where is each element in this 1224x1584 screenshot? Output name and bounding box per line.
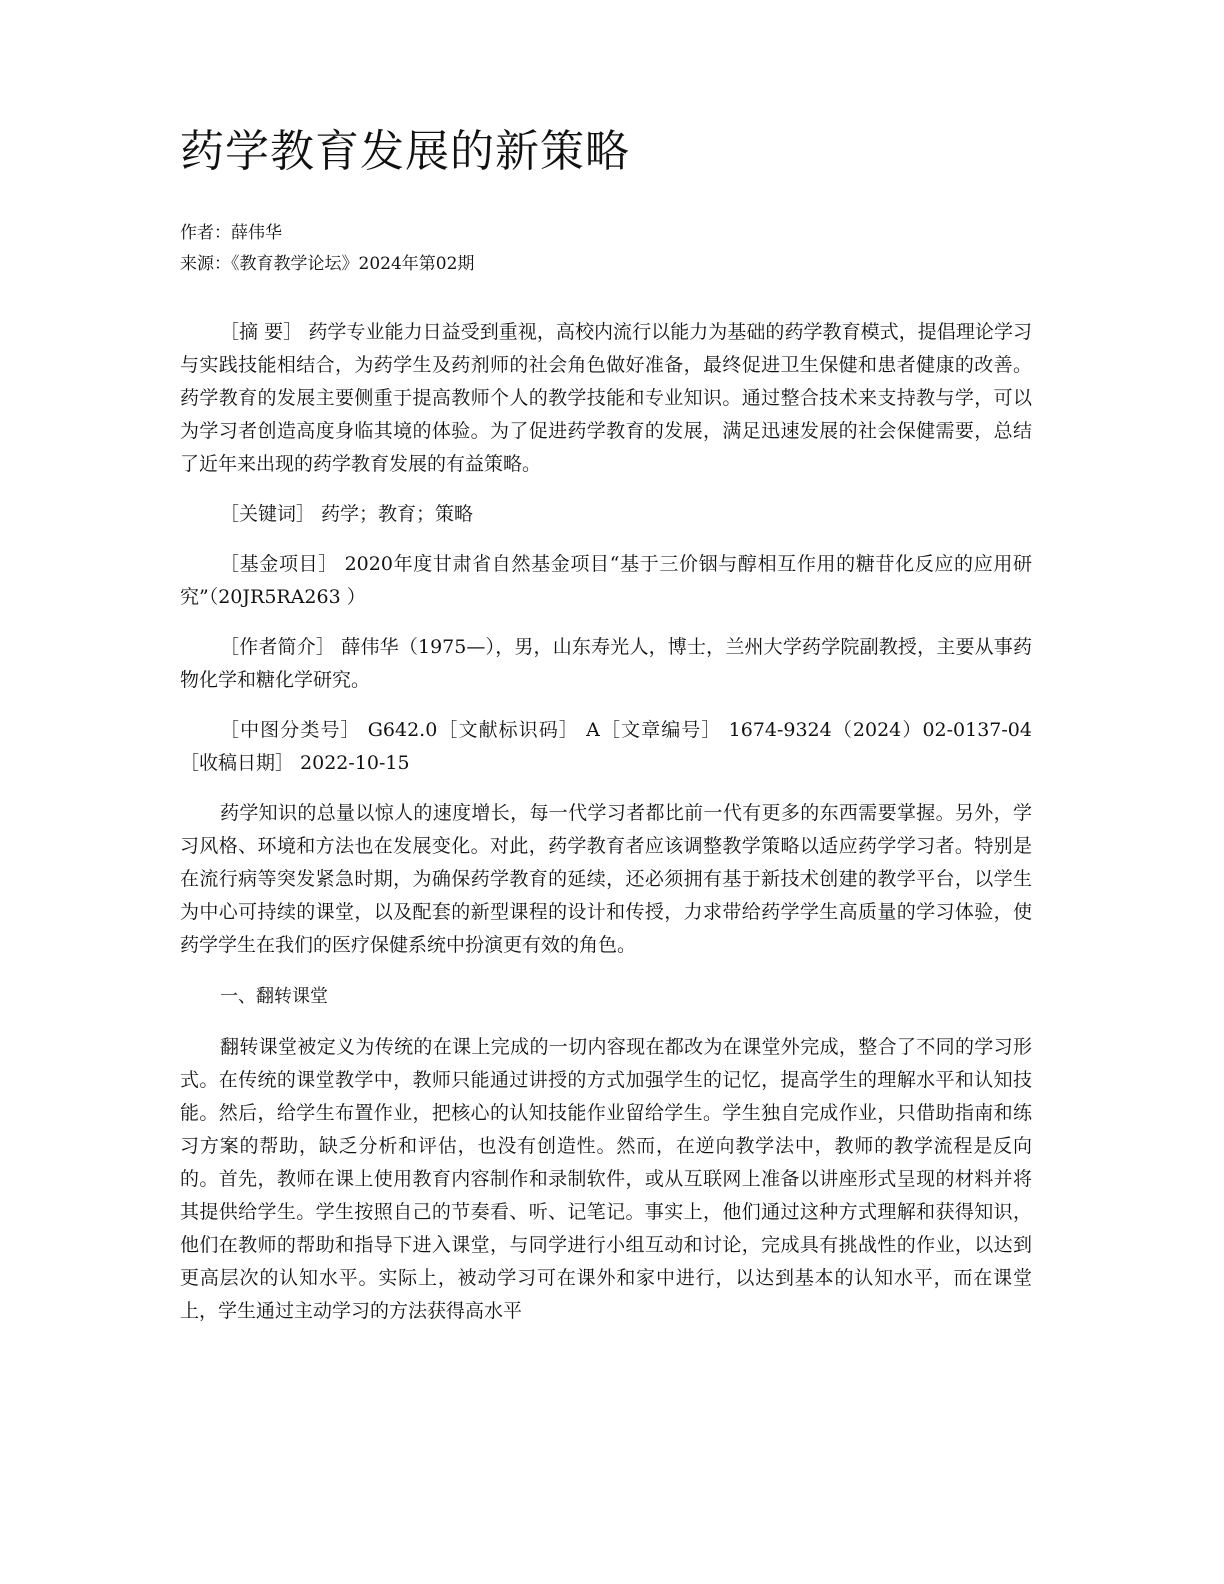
author-bio-paragraph: ［作者简介］ 薛伟华（1975—），男，山东寿光人，博士，兰州大学药学院副教授，主要从事药物化学和糖化学研究。 xyxy=(180,636,1032,691)
author-line: 作者：薛伟华 xyxy=(180,223,282,243)
section-body-paragraph: 翻转课堂被定义为传统的在课上完成的一切内容现在都改为在课堂外完成，整合了不同的学习形式。在传统的课堂教学中，教师只能通过讲授的方式加强学生的记忆，提高学生的理解水平和认知技能。然后，给学生布置作业，把核心的认知技能作业留给学生。学生独自完成作业，只借助指南和练习方案的帮助，缺乏分析和评估，也没有创造性。然而，在逆向教学法中，教师的教学流程是反向的。首先，教师在课上使用教育内容制作和录制软件，或从互联网上准备以讲座形式呈现的材料并将其提供给学生。学生按照自己的节奏看、听、记笔记。事实上，他们通过这种方式理解和获得知识，他们在教师的帮助和指导下进入课堂，与同学进行小组互动和讨论，完成具有挑战性的作业，以达到更高层次的认知水平。实际上，被动学习可在课外和家中进行，以达到基本的认知水平，而在课堂上，学生通过主动学习的方法获得高水平 xyxy=(180,1036,1032,1322)
keywords-paragraph: ［关键词］ 药学；教育；策略 xyxy=(220,503,474,525)
document-page xyxy=(180,122,1032,1328)
section-heading: 一、翻转课堂 xyxy=(220,986,328,1007)
abstract-paragraph: ［摘 要］ 药学专业能力日益受到重视，高校内流行以能力为基础的药学教育模式，提倡理论学习与实践技能相结合，为药学生及药剂师的社会角色做好准备，最终促进卫生保健和患者健康的改善。药学教育的发展主要侧重于提高教师个人的教学技能和专业知识。通过整合技术来支持教与学，可以为学习者创造高度身临其境的体验。为了促进药学教育的发展，满足迅速发展的社会保健需要，总结了近年来出现的药学教育发展的有益策略。 xyxy=(180,321,1032,475)
article-title: 药学教育发展的新策略 xyxy=(180,126,630,177)
classification-paragraph: ［中图分类号］ G642.0［文献标识码］ A［文章编号］ 1674-9324（2024）02-0137-04［收稿日期］ 2022-10-15 xyxy=(180,719,1032,774)
article-meta xyxy=(180,218,1032,280)
intro-paragraph: 药学知识的总量以惊人的速度增长，每一代学习者都比前一代有更多的东西需要掌握。另外，学习风格、环境和方法也在发展变化。对此，药学教育者应该调整教学策略以适应药学学习者。特别是在流行病等突发紧急时期，为确保药学教育的延续，还必须拥有基于新技术创建的教学平台，以学生为中心可持续的课堂，以及配套的新型课程的设计和传授，力求带给药学学生高质量的学习体验，使药学学生在我们的医疗保健系统中扮演更有效的角色。 xyxy=(180,802,1032,956)
fund-paragraph: ［基金项目］ 2020年度甘肃省自然基金项目“基于三价铟与醇相互作用的糖苷化反应的应用研究”（20JR5RA263 ） xyxy=(180,553,1032,608)
source-line: 来源：《教育教学论坛》2024年第02期 xyxy=(180,254,475,274)
